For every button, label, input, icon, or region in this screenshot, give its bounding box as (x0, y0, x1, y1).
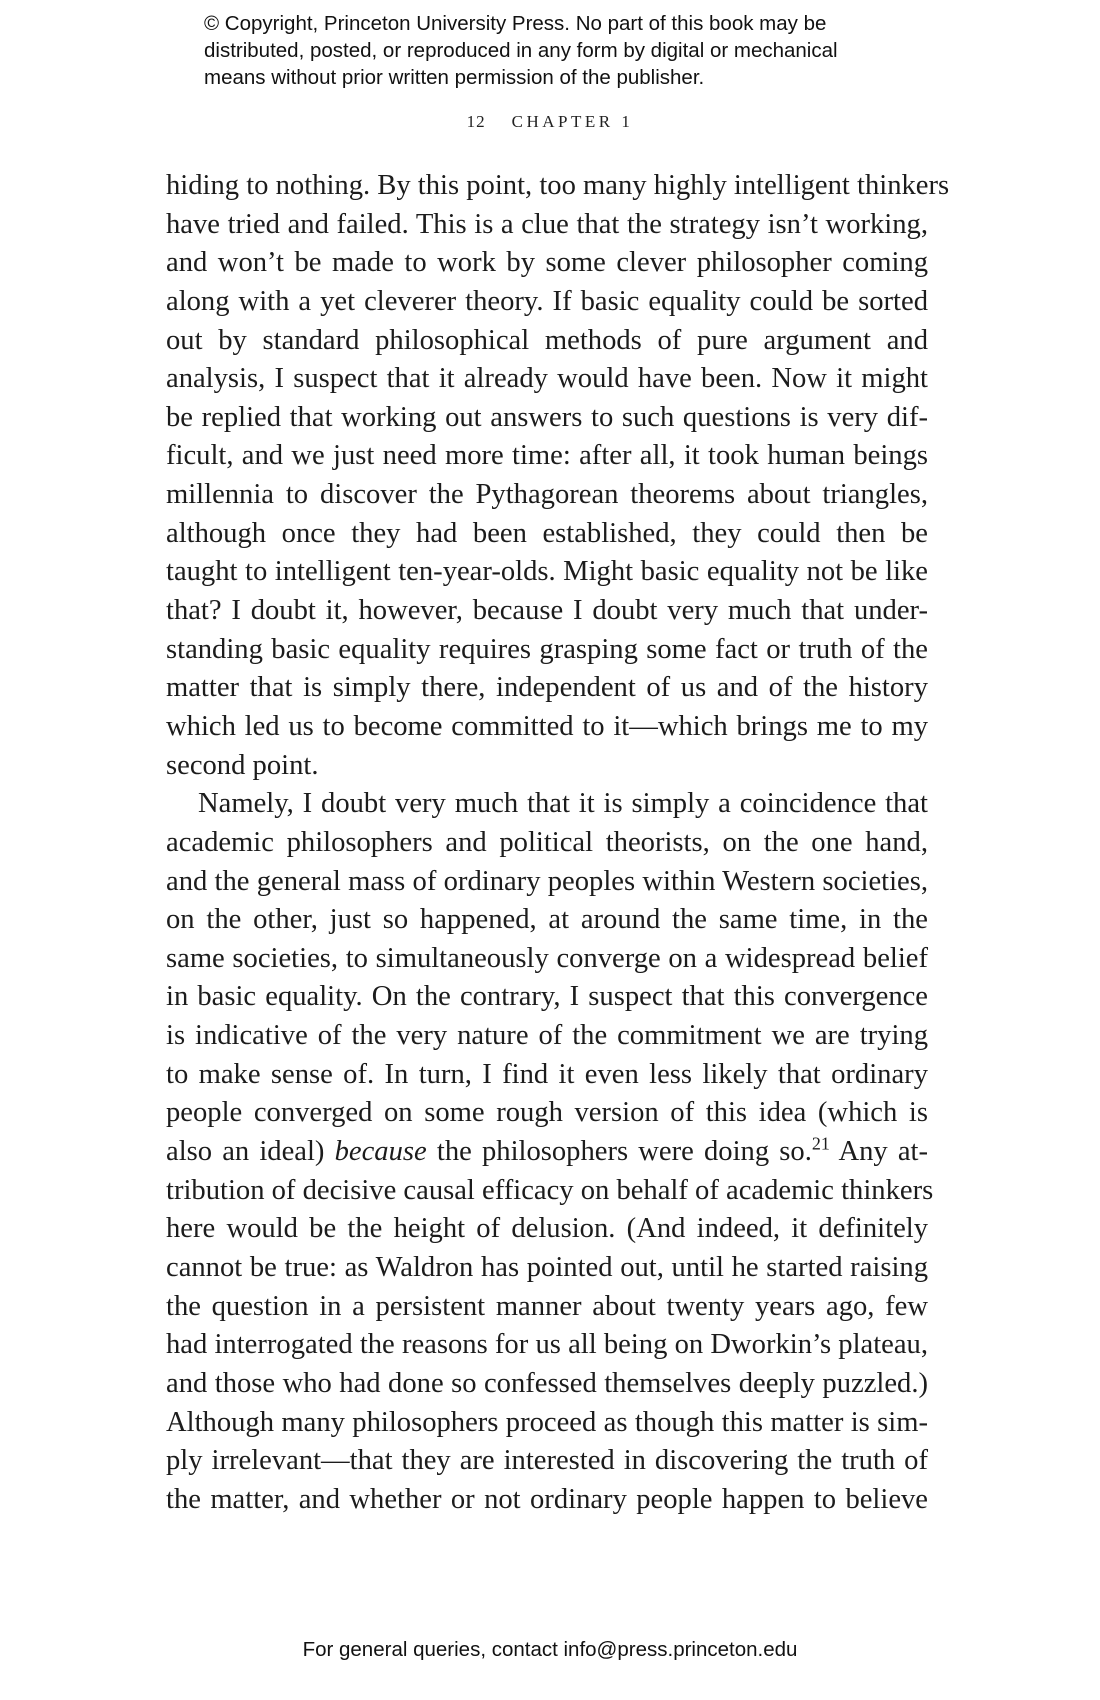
copyright-notice (204, 10, 964, 91)
text-line: although once they had been established, they could then be (166, 517, 928, 549)
text-line-with-footnote (166, 1133, 928, 1172)
text-line: hiding to nothing. By this point, too many highly intelligent thinkers (166, 170, 950, 201)
text-line: be replied that working out answers to such questions is very dif- (166, 401, 928, 433)
text-segment: also an ideal) (166, 1136, 335, 1168)
text-line: the matter, and whether or not ordinary people happen to believe (166, 1483, 928, 1515)
text-segment: Any at- (829, 1136, 929, 1168)
text-line: the question in a persistent manner about twenty years ago, few (166, 1290, 928, 1322)
text-line: taught to intelligent ten-year-olds. Might basic equality not be like (166, 556, 928, 588)
text-line: ply irrelevant—that they are interested in discovering the truth of (166, 1445, 928, 1477)
text-line: Although many philosophers proceed as though this matter is sim- (166, 1406, 928, 1438)
text-line: standing basic equality requires grasping some fact or truth of the (166, 633, 928, 665)
copyright-line: © Copyright, Princeton University Press. No part of this book may be (204, 12, 827, 35)
chapter-label: CHAPTER 1 (511, 112, 634, 131)
text-line: millennia to discover the Pythagorean theorems about triangles, (166, 479, 928, 511)
text-line: cannot be true: as Waldron has pointed out, until he started raising (166, 1251, 928, 1283)
text-line: analysis, I suspect that it already would have been. Now it might (166, 363, 928, 395)
running-head (0, 112, 1100, 132)
text-line: had interrogated the reasons for us all being on Dworkin’s plateau, (166, 1329, 928, 1361)
copyright-line: means without prior written permission of the publisher. (204, 66, 705, 89)
footer-contact: For general queries, contact info@press.princeton.edu (302, 1638, 798, 1661)
text-segment: the philosophers were doing so. (426, 1136, 812, 1168)
page-number: 12 (466, 112, 486, 131)
text-line: second point. (166, 749, 319, 781)
text-line: and those who had done so confessed themselves deeply puzzled.) (166, 1367, 928, 1399)
text-line: along with a yet cleverer theory. If basic equality could be sorted (166, 285, 928, 317)
footnote-reference[interactable]: 21 (811, 1133, 830, 1154)
text-line: to make sense of. In turn, I find it even less likely that ordinary (166, 1058, 928, 1090)
body-text (166, 167, 950, 1519)
italic-emphasis: because (334, 1136, 427, 1168)
copyright-line: distributed, posted, or reproduced in any form by digital or mechanical (204, 39, 838, 62)
text-line: out by standard philosophical methods of pure argument and (166, 324, 928, 356)
text-line: academic philosophers and political theorists, on the one hand, (166, 826, 928, 858)
text-line: which led us to become committed to it—which brings me to my (166, 710, 928, 742)
text-line: have tried and failed. This is a clue that the strategy isn’t working, (166, 208, 928, 240)
paragraph-start-line: Namely, I doubt very much that it is simply a coincidence that (198, 788, 928, 820)
text-line: that? I doubt it, however, because I doubt very much that under- (166, 595, 928, 627)
text-line: ficult, and we just need more time: after all, it took human beings (166, 440, 928, 472)
text-line: and the general mass of ordinary peoples within Western societies, (166, 865, 928, 897)
text-line: on the other, just so happened, at around the same time, in the (166, 904, 928, 936)
text-line: here would be the height of delusion. (And indeed, it definitely (166, 1213, 928, 1245)
text-line: and won’t be made to work by some clever philosopher coming (166, 247, 928, 279)
text-line: tribution of decisive causal efficacy on behalf of academic thinkers (166, 1174, 934, 1206)
text-line: same societies, to simultaneously converge on a widespread belief (166, 942, 928, 974)
text-line: matter that is simply there, independent of us and of the history (166, 672, 928, 704)
text-line: in basic equality. On the contrary, I suspect that this convergence (166, 981, 928, 1013)
text-line: people converged on some rough version of this idea (which is (166, 1097, 928, 1129)
text-line: is indicative of the very nature of the commitment we are trying (166, 1020, 928, 1052)
